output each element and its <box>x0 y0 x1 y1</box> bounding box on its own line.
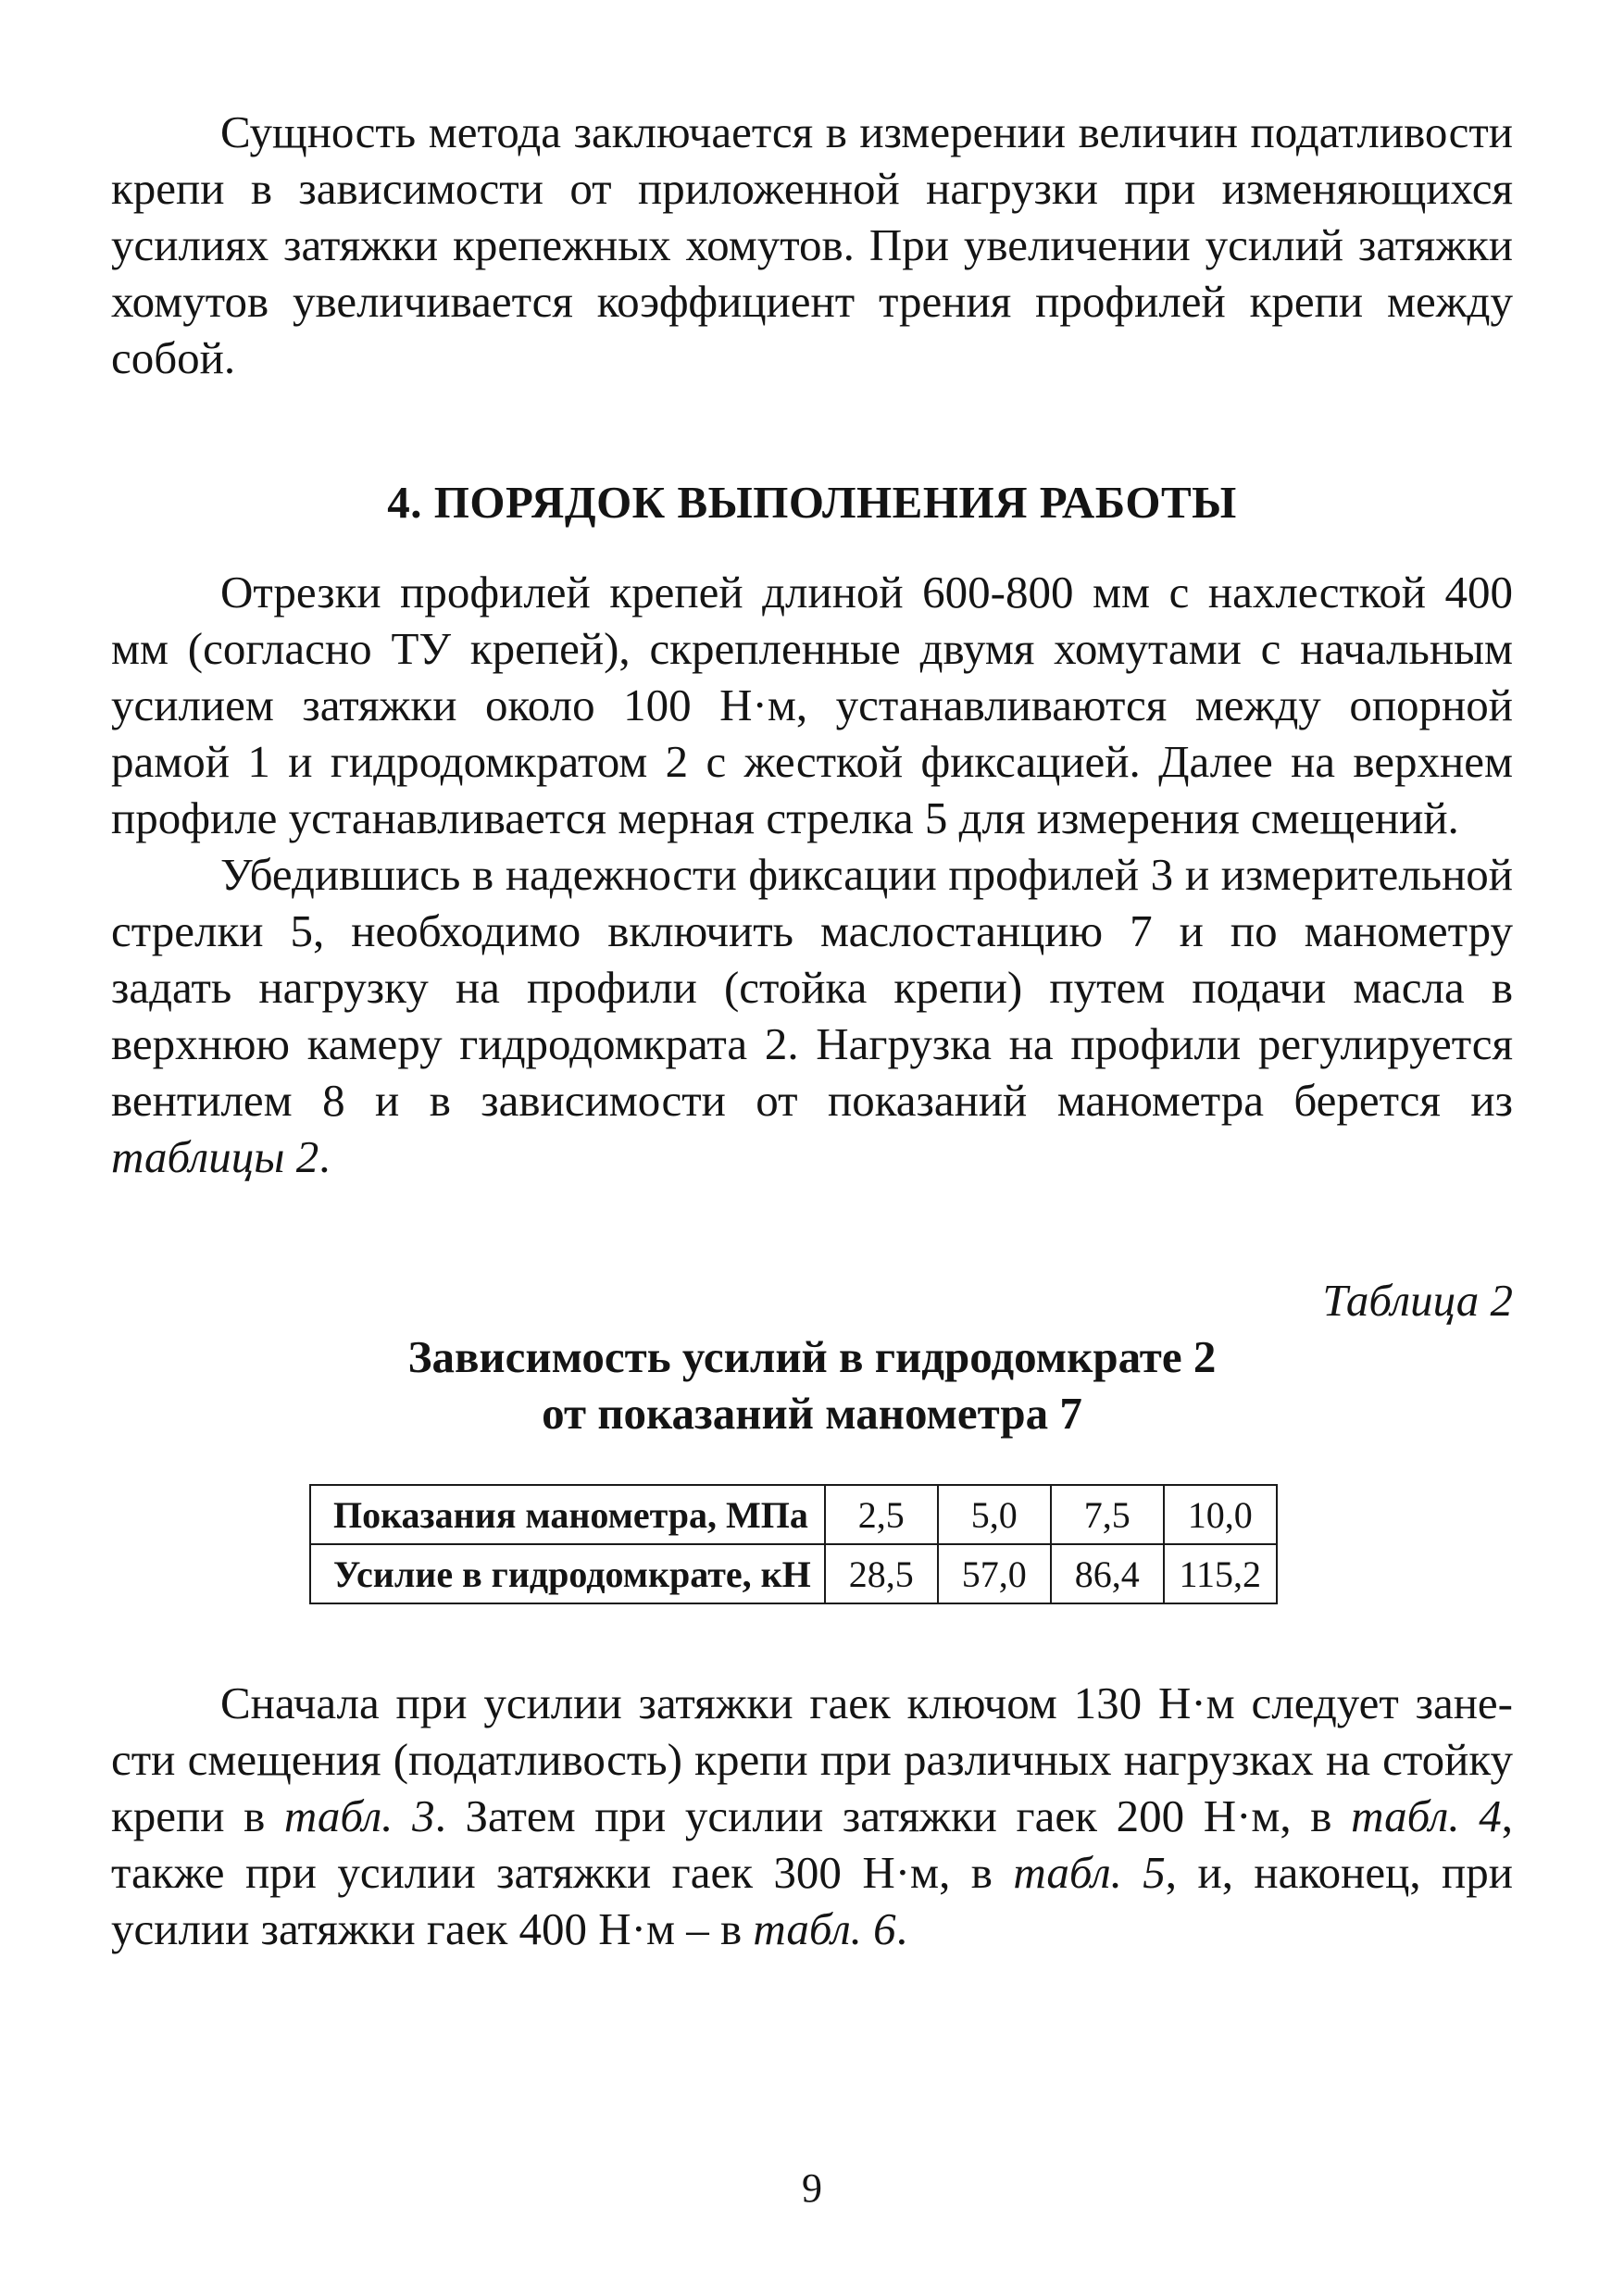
paragraph-method-essence: Сущность метода заключается в измерении величин податливости крепи в зависимости от приложенной нагрузки при изменяющихся усилиях затяжки крепежных хомутов. При увеличении усилий затяжки хомутов увеличивается коэффициент трения профилей крепи между собой. <box>111 106 1513 383</box>
table-reference: табл. 6 <box>753 1903 896 1954</box>
text-span: . Затем при усилии затяжки гаек 200 Н·м, в <box>434 1790 1352 1841</box>
table-reference: табл. 5 <box>1013 1847 1166 1898</box>
document-page <box>111 104 1513 1957</box>
table-title-line-1: Зависимость усилий в гидродомкрате 2 <box>407 1331 1217 1382</box>
table-cell: 7,5 <box>1051 1485 1164 1544</box>
paragraph-fixation-text: Убедившись в надежности фиксации профилей 3 и измерительной стрелки 5, необходимо включить маслостанцию 7 и по манометру задать нагрузку на профили (стойка крепи) путем подачи масла в верхнюю камеру гидродомкрата 2. Нагрузка на профили регулируется вентилем 8 и в зависимости от показаний манометра берется из <box>111 849 1513 1126</box>
table-row-label: Усилие в гидродомкрате, кН <box>310 1544 825 1603</box>
table-reference: таблицы 2 <box>111 1131 319 1182</box>
text-span: . <box>895 1903 907 1954</box>
table-title-line-2: от показаний манометра 7 <box>542 1388 1082 1439</box>
table-row <box>310 1544 1277 1603</box>
pressure-force-table <box>309 1484 1278 1604</box>
table-row <box>310 1485 1277 1544</box>
table-reference: табл. 3 <box>283 1790 435 1841</box>
paragraph-fixation <box>111 846 1513 1185</box>
table-cell: 10,0 <box>1164 1485 1277 1544</box>
table-row-label: Показания манометра, МПа <box>310 1485 825 1544</box>
table-cell: 57,0 <box>938 1544 1051 1603</box>
paragraph-fixation-end: . <box>319 1131 331 1182</box>
table-cell: 5,0 <box>938 1485 1051 1544</box>
text-span: Сначала при усилии затяжки гаек ключом 130 Н·м следует занести смещения (податливость) крепи при различных нагрузках на стойку крепи в <box>111 1678 1513 1841</box>
table-cell: 86,4 <box>1051 1544 1164 1603</box>
table-caption: Таблица 2 <box>1322 1275 1513 1326</box>
page-number: 9 <box>802 2165 822 2211</box>
table-cell: 115,2 <box>1164 1544 1277 1603</box>
text-span: , также при усилии затяжки гаек 300 Н·м, в <box>111 1790 1513 1898</box>
table-reference: табл. 4 <box>1351 1790 1502 1841</box>
text-span: , и, наконец, при усилии затяжки гаек 400 Н·м – в <box>111 1847 1513 1954</box>
table-cell: 28,5 <box>825 1544 938 1603</box>
paragraph-profile-segments: Отрезки профилей крепей длиной 600-800 мм с нахлесткой 400 мм (согласно ТУ крепей), скрепленные двумя хомутами с начальным усилием затяжки около 100 Н·м, устанавливаются между опорной рамой 1 и гидродомкратом 2 с жесткой фиксацией. Далее на верхнем профиле устанавливается мерная стрелка 5 для измерения смещений. <box>111 567 1513 843</box>
table-cell: 2,5 <box>825 1485 938 1544</box>
paragraph-nut-tightening <box>111 1675 1513 1957</box>
section-title: 4. ПОРЯДОК ВЫПОЛНЕНИЯ РАБОТЫ <box>387 477 1237 528</box>
